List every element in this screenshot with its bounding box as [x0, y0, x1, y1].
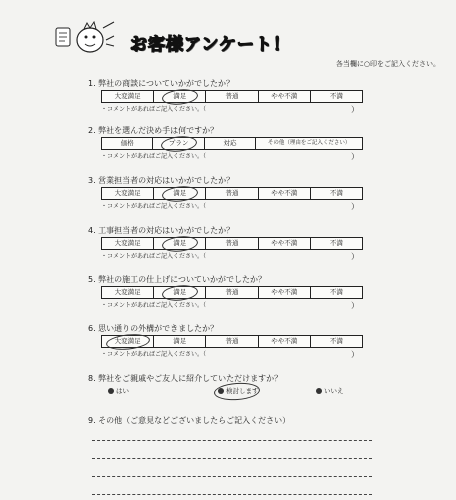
- answer-row-6: [101, 335, 363, 348]
- option-cell-selected[interactable]: 満足: [154, 188, 206, 199]
- answer-row-3: [101, 187, 363, 200]
- survey-title: お客様アンケート！: [130, 35, 291, 55]
- answer-radios-8: [106, 386, 366, 398]
- option-cell-selected[interactable]: 満足: [154, 287, 206, 298]
- option-cell[interactable]: 大変満足: [102, 91, 154, 102]
- option-cell[interactable]: 普通: [206, 91, 258, 102]
- answer-row-5: [101, 286, 363, 299]
- option-cell[interactable]: 大変満足: [102, 287, 154, 298]
- option-cell[interactable]: 普通: [206, 287, 258, 298]
- option-cell-selected[interactable]: プラン: [153, 138, 204, 149]
- radio-option[interactable]: いいえ: [316, 386, 344, 395]
- option-cell[interactable]: 不満: [329, 337, 343, 345]
- option-cell-selected[interactable]: 満足: [154, 238, 206, 249]
- instruction-text: 各当欄に○印をご記入ください。: [335, 60, 440, 68]
- option-cell[interactable]: 不満: [329, 189, 343, 197]
- option-cell[interactable]: やや不満: [259, 91, 311, 102]
- option-cell[interactable]: 大変満足: [102, 188, 154, 199]
- hand-drawn-circle-icon: [213, 381, 260, 401]
- answer-row-4: [101, 237, 363, 250]
- question-2: 2. 弊社を選んだ決め手は何ですか？: [88, 126, 219, 135]
- question-4: 4. 工事担当者の対応はいかがでしたか？: [88, 226, 235, 235]
- free-text-line[interactable]: [92, 458, 372, 459]
- option-cell[interactable]: 不満: [329, 239, 343, 247]
- option-cell[interactable]: 普通: [206, 336, 258, 347]
- comment-field[interactable]: ・コメントがあればご記入ください。（ ）: [101, 350, 359, 359]
- comment-field[interactable]: ・コメントがあればご記入ください。（ ）: [101, 252, 359, 261]
- option-cell[interactable]: 価格: [102, 138, 153, 149]
- option-cell[interactable]: やや不満: [259, 238, 311, 249]
- radio-dot-icon: [108, 388, 114, 394]
- comment-field[interactable]: ・コメントがあればご記入ください。（ ）: [101, 202, 359, 211]
- comment-field[interactable]: ・コメントがあればご記入ください。（ ）: [101, 301, 359, 310]
- option-cell-selected[interactable]: 満足: [154, 91, 206, 102]
- comment-field[interactable]: ・コメントがあればご記入ください。（ ）: [101, 105, 359, 114]
- mascot-illustration-icon: [54, 20, 116, 56]
- option-cell[interactable]: 満足: [154, 336, 206, 347]
- option-cell[interactable]: 対応: [205, 138, 256, 149]
- option-cell[interactable]: 大変満足: [102, 238, 154, 249]
- option-cell-selected[interactable]: 大変満足: [102, 336, 154, 347]
- free-text-line[interactable]: [92, 476, 372, 477]
- option-cell[interactable]: やや不満: [259, 287, 311, 298]
- radio-option[interactable]: はい: [108, 386, 129, 395]
- option-cell[interactable]: 不満: [329, 92, 343, 100]
- free-text-line[interactable]: [92, 440, 372, 441]
- comment-field[interactable]: ・コメントがあればご記入ください。（ ）: [101, 152, 359, 161]
- answer-row-1: [101, 90, 363, 103]
- free-text-line[interactable]: [92, 494, 372, 495]
- answer-row-2: [101, 137, 363, 150]
- option-cell-other[interactable]: その他（理由をご記入ください）: [267, 140, 351, 146]
- question-1: 1. 弊社の商談についていかがでしたか？: [88, 79, 235, 88]
- option-cell[interactable]: やや不満: [259, 188, 311, 199]
- option-cell[interactable]: やや不満: [259, 336, 311, 347]
- option-cell[interactable]: 普通: [206, 188, 258, 199]
- option-cell[interactable]: 不満: [329, 288, 343, 296]
- option-cell[interactable]: 普通: [206, 238, 258, 249]
- question-5: 5. 弊社の施工の仕上げについていかがでしたか？: [88, 275, 267, 284]
- question-8: 8. 弊社をご親戚やご友人に紹介していただけますか？: [88, 374, 283, 383]
- radio-dot-icon: [316, 388, 322, 394]
- question-6: 6. 思い通りの外構ができましたか？: [88, 324, 219, 333]
- question-9: 9. その他（ご意見などございましたらご記入ください）: [88, 416, 291, 425]
- question-3: 3. 営業担当者の対応はいかがでしたか？: [88, 176, 235, 185]
- radio-option-selected[interactable]: 検討します: [218, 386, 259, 395]
